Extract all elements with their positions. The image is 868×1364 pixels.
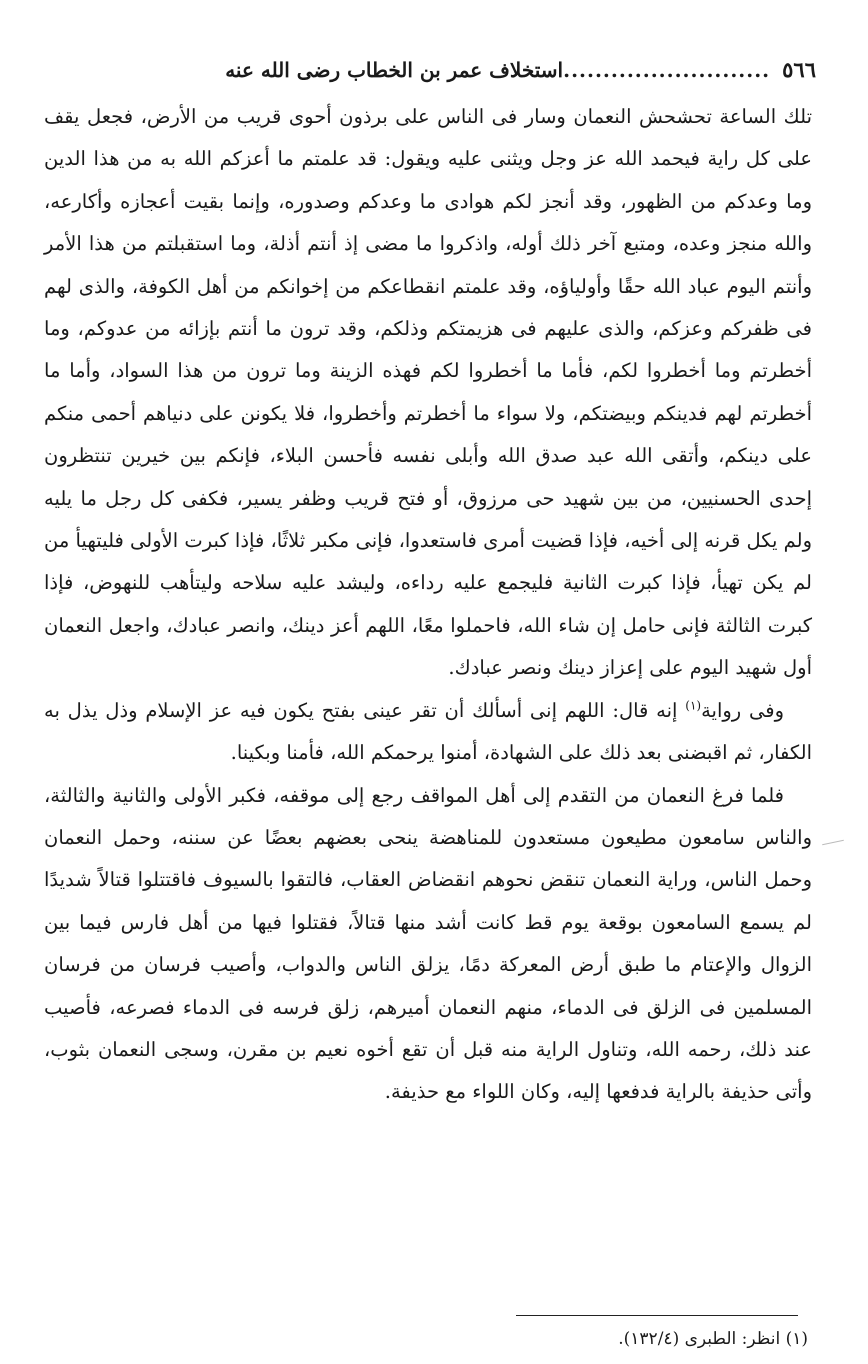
chapter-title: استخلاف عمر بن الخطاب رضى الله عنه: [225, 58, 564, 82]
battle-paragraph: فلما فرغ النعمان من التقدم إلى أهل المواقف رجع إلى موقفه، فكبر الأولى والثانية والثالثة، والناس سامعون مطيعون مستعدون للمناهضة ينحى بعضهم بعضًا عن سننه، وحمل النعمان وحمل الناس، وراية النعمان تنقض نحوهم انقضاض العقاب، فالتقوا بالسيوف فاقتتلوا قتالاً شديدًا لم يسمع السامعون بوقعة يوم قط كانت أشد منها قتالاً، فقتلوا فيها من أهل فارس فيما بين الزوال والإعتام ما طبق أرض المعركة دمًا، يزلق الناس والدواب، وأصيب فرسان من فرسان المسلمين فى الزلق فى الدماء، منهم النعمان أميرهم، زلق فرسه فى الدماء فصرعه، فأصيب عند ذلك، رحمه الله، وتناول الراية منه قبل أن تقع أخوه نعيم بن مقرن، وسجى النعمان بثوب، وأتى حذيفة بالراية فدفعها إليه، وكان اللواء مع حذيفة.: [44, 783, 812, 1104]
scan-artifact: [822, 840, 844, 846]
footnote-divider: [516, 1315, 798, 1316]
header-leader-dots: ..........................: [563, 58, 771, 82]
narration-paragraph: [44, 690, 812, 775]
main-text: [44, 96, 812, 1114]
footnote: (١) انظر: الطبرى (١٣٢/٤).: [618, 1329, 808, 1349]
footnote-reference[interactable]: (١): [685, 698, 702, 713]
running-header: [40, 56, 816, 84]
narration-prefix: وفى رواية: [701, 698, 784, 722]
speech-paragraph: تلك الساعة تحشحش النعمان وسار فى الناس على برذون أحوى قريب من الأرض، فجعل يقف على كل راية فيحمد الله عز وجل ويثنى عليه ويقول: قد علمتم ما أعزكم الله به من هذا الدين وما وعدكم من الظهور، وقد أنجز لكم هوادى ما وعدكم وصدوره، وإنما بقيت أعجازه وأكارعه، والله منجز وعده، ومتبع آخر ذلك أوله، واذكروا ما مضى إذ أنتم أذلة، وما استقبلتم من هذا الأمر وأنتم اليوم عباد الله حقًا وأولياؤه، وقد علمتم انقطاعكم من إخوانكم من أهل الكوفة، والذى لهم فى ظفركم وعزكم، والذى عليهم فى هزيمتكم وذلكم، وقد ترون ما أنتم بإزائه من عدوكم، وما أخطرتم وما أخطروا لكم، فأما ما أخطروا لكم فهذه الزينة وما ترون من هذا السواد، وأما ما أخطرتم لهم فدينكم وبيضتكم، ولا سواء ما أخطرتم وأخطروا، فلا يكونن على دنياهم أحمى منكم على دينكم، وأتقى الله عبد صدق الله وأبلى نفسه فأحسن البلاء، فإنكم بين خيرين تنتظرون إحدى الحسنيين، من بين شهيد حى مرزوق، أو فتح قريب وظفر يسير، فكفى كل رجل ما يليه ولم يكل قرنه إلى أخيه، فإذا قضيت أمرى فاستعدوا، فإنى مكبر ثلاثًا، فإذا كبرت الأولى فليتهيأ من لم يكن تهيأ، فإذا كبرت الثانية فليجمع عليه رداءه، وليشد عليه سلاحه وليتأهب للنهوض، فإذا كبرت الثالثة فإنى حامل إن شاء الله، فاحملوا معًا، اللهم أعز دينك، وانصر عبادك، واجعل النعمان أول شهيد اليوم على إعزاز دينك ونصر عبادك.: [44, 105, 812, 680]
page-number: ٥٦٦: [782, 57, 816, 82]
narration-text: إنه قال: اللهم إنى أسألك أن تقر عينى بفتح يكون فيه عز الإسلام وذل يذل به الكفار، ثم اقبضنى بعد ذلك على الشهادة، أمنوا يرحمكم الله، فأمنا وبكينا.: [44, 698, 812, 765]
